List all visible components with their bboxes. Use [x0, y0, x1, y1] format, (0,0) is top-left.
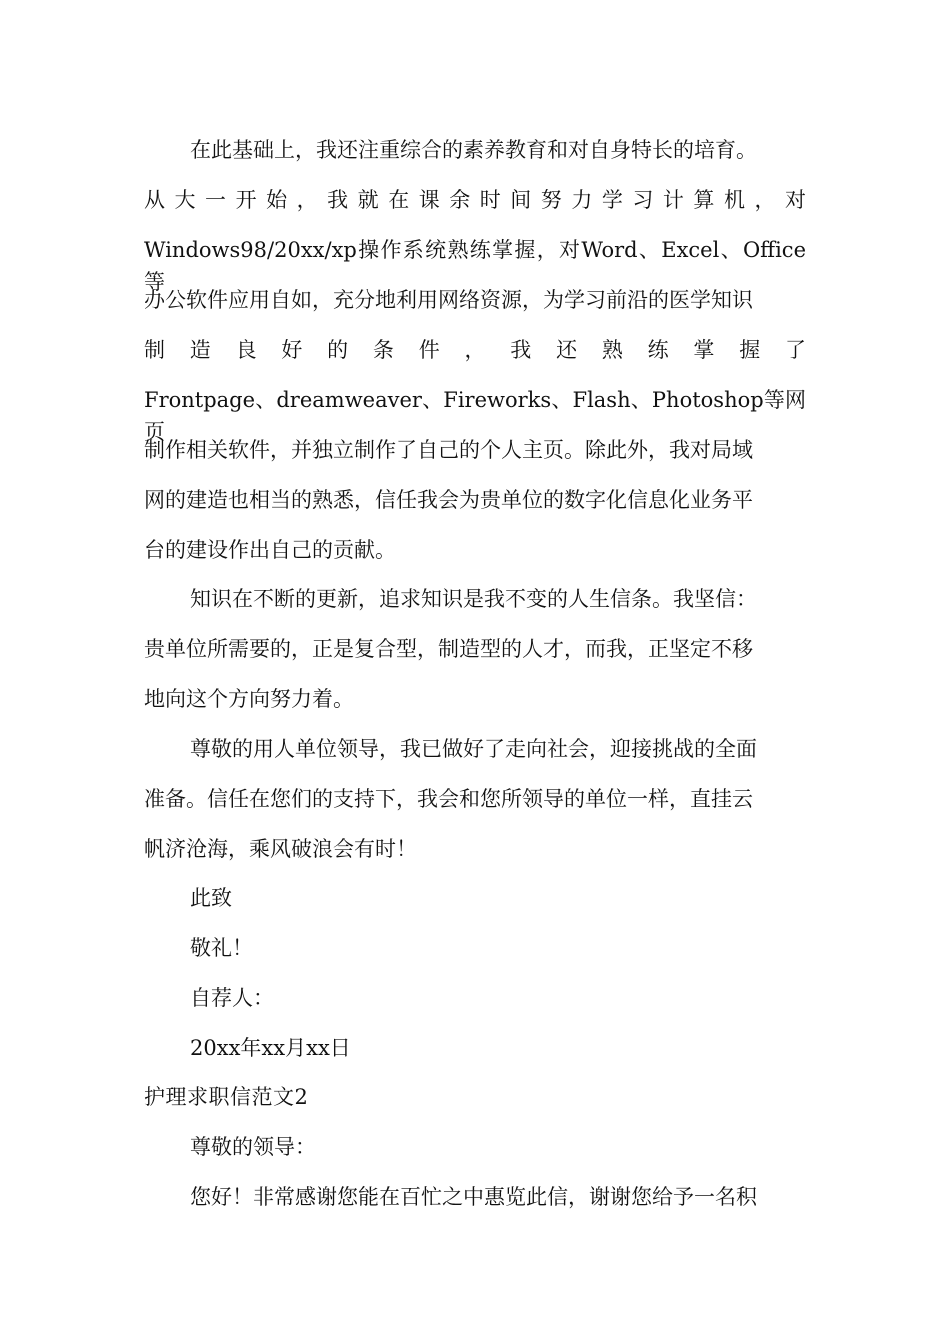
paragraph-line: 帆济沧海，乘风破浪会有时！ [144, 837, 417, 861]
paragraph-line: 知识在不断的更新，追求知识是我不变的人生信条。我坚信： [190, 587, 757, 611]
paragraph-line: Windows98/20xx/xp操作系统熟练掌握，对Word、Excel、Office等 [144, 238, 806, 294]
paragraph-line: 尊敬的用人单位领导，我已做好了走向社会，迎接挑战的全面 [190, 737, 757, 761]
paragraph-line: 办公软件应用自如，充分地利用网络资源，为学习前沿的医学知识 [144, 288, 753, 312]
closing-signer: 自荐人： [190, 986, 274, 1010]
paragraph-line: 地向这个方向努力着。 [144, 687, 354, 711]
closing-salutation: 此致 [190, 886, 232, 910]
paragraph-line: 网的建造也相当的熟悉，信任我会为贵单位的数字化信息化业务平 [144, 488, 753, 512]
closing-date: 20xx年xx月xx日 [190, 1036, 351, 1060]
paragraph-line: 制造良好的条件，我还熟练掌握了 [144, 338, 806, 362]
paragraph-line: 贵单位所需要的，正是复合型，制造型的人才，而我，正坚定不移 [144, 637, 753, 661]
paragraph-line: 准备。信任在您们的支持下，我会和您所领导的单位一样，直挂云 [144, 787, 753, 811]
paragraph-line: 从大一开始，我就在课余时间努力学习计算机，对 [144, 188, 806, 212]
letter-greeting: 尊敬的领导： [190, 1135, 316, 1159]
paragraph-line: 在此基础上，我还注重综合的素养教育和对自身特长的培育。 [190, 138, 757, 162]
section-title: 护理求职信范文2 [144, 1085, 309, 1109]
closing-regards: 敬礼！ [190, 936, 253, 960]
paragraph-line: 制作相关软件，并独立制作了自己的个人主页。除此外，我对局域 [144, 438, 753, 462]
paragraph-line: 您好！非常感谢您能在百忙之中惠览此信，谢谢您给予一名积 [190, 1185, 757, 1209]
paragraph-line: Frontpage、dreamweaver、Fireworks、Flash、Photoshop等网页 [144, 388, 806, 444]
paragraph-line: 台的建设作出自己的贡献。 [144, 538, 396, 562]
